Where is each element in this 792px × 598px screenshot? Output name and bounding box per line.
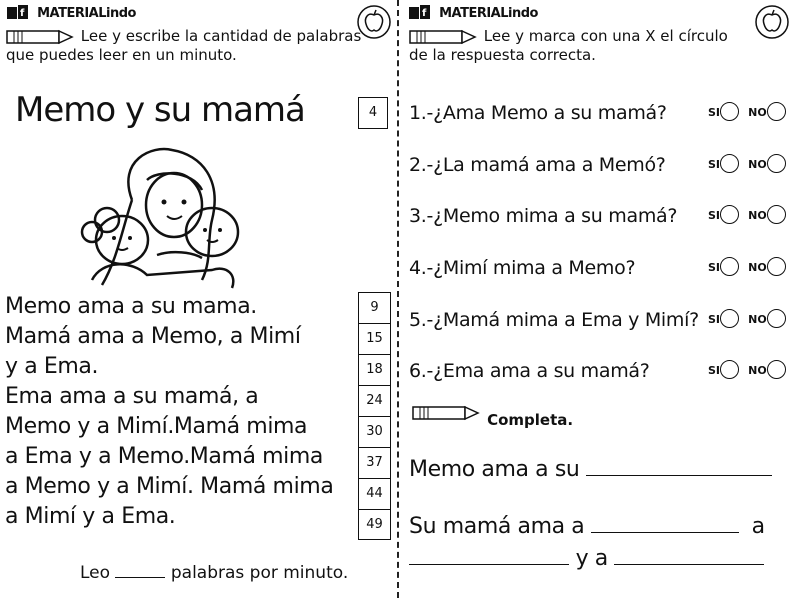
word-count-cell: 18 <box>359 355 390 386</box>
complete-section-header: Completa. <box>412 402 573 422</box>
answer-si-circle[interactable] <box>720 205 739 224</box>
reading-line: a Memo y a Mimí. Mamá mima <box>5 474 334 499</box>
answer-options: SI NO <box>708 359 786 379</box>
apple-seal-icon <box>754 4 790 40</box>
reading-line: a Mimí y a Ema. <box>5 504 176 529</box>
mother-children-illustration <box>62 140 252 290</box>
reading-line: y a Ema. <box>5 354 99 379</box>
question: 3.-¿Memo mima a su mamá? <box>409 205 678 227</box>
answer-options: SI NO <box>708 153 786 173</box>
brand-logo: f MATERIALindo <box>408 4 538 24</box>
brand-logo: f MATERIALindo <box>6 4 136 24</box>
questions-panel <box>400 0 792 598</box>
word-count-cell: 30 <box>359 417 390 448</box>
reading-line: a Ema y a Memo.Mamá mima <box>5 444 324 469</box>
reading-footer: Leo palabras por minuto. <box>80 563 349 583</box>
word-count-cell: 37 <box>359 448 390 479</box>
pencil-icon <box>409 28 479 46</box>
answer-si-circle[interactable] <box>720 309 739 328</box>
question: 2.-¿La mamá ama a Memó? <box>409 154 666 176</box>
answer-si-circle[interactable] <box>720 257 739 276</box>
svg-text:f: f <box>20 8 25 19</box>
left-instruction: Lee y escribe la cantidad de palabras que puedes leer en un minuto. <box>6 27 362 64</box>
title-word-count: 4 <box>358 97 388 129</box>
reading-text <box>5 292 357 532</box>
answer-si-circle[interactable] <box>720 154 739 173</box>
reading-line: Mamá ama a Memo, a Mimí <box>5 324 301 349</box>
fill-blank[interactable] <box>591 532 739 533</box>
word-count-cell: 44 <box>359 479 390 510</box>
reading-line: Memo ama a su mama. <box>5 294 257 319</box>
fill-blank[interactable] <box>586 475 772 476</box>
answer-options: SI NO <box>708 256 786 276</box>
answer-no-circle[interactable] <box>767 257 786 276</box>
answer-no-circle[interactable] <box>767 360 786 379</box>
answer-options: SI NO <box>708 101 786 121</box>
answer-no-circle[interactable] <box>767 154 786 173</box>
svg-text:f: f <box>422 8 427 19</box>
words-per-minute-blank[interactable] <box>115 577 165 578</box>
fill-sentence-1: Memo ama a su <box>409 457 772 482</box>
answer-options: SI NO <box>708 308 786 328</box>
fill-blank[interactable] <box>409 564 569 565</box>
question: 4.-¿Mimí mima a Memo? <box>409 257 636 279</box>
answer-si-circle[interactable] <box>720 102 739 121</box>
word-count-cell: 24 <box>359 386 390 417</box>
reading-line: Ema ama a su mamá, a <box>5 384 259 409</box>
answer-no-circle[interactable] <box>767 102 786 121</box>
word-count-cell: 49 <box>366 517 383 532</box>
brand-icon <box>6 4 32 20</box>
question: 5.-¿Mamá mima a Ema y Mimí? <box>409 309 699 331</box>
word-count-column <box>358 292 391 540</box>
answer-si-circle[interactable] <box>720 360 739 379</box>
fill-sentence-2: Su mamá ama a a <box>409 514 765 539</box>
pencil-icon <box>6 28 76 46</box>
reading-line: Memo y a Mimí.Mamá mima <box>5 414 308 439</box>
answer-no-circle[interactable] <box>767 205 786 224</box>
question: 6.-¿Ema ama a su mamá? <box>409 360 650 382</box>
word-count-cell: 15 <box>359 324 390 355</box>
word-count-cell: 9 <box>359 293 390 324</box>
answer-options: SI NO <box>708 204 786 224</box>
fill-blank[interactable] <box>614 564 764 565</box>
answer-no-circle[interactable] <box>767 309 786 328</box>
reading-title: Memo y su mamá <box>15 90 305 130</box>
pencil-icon <box>412 404 482 422</box>
page-divider <box>397 0 399 598</box>
question: 1.-¿Ama Memo a su mamá? <box>409 102 667 124</box>
brand-icon <box>408 4 434 20</box>
fill-sentence-3: y a <box>409 546 764 571</box>
right-instruction: Lee y marca con una X el círculo de la respuesta correcta. <box>409 27 728 64</box>
